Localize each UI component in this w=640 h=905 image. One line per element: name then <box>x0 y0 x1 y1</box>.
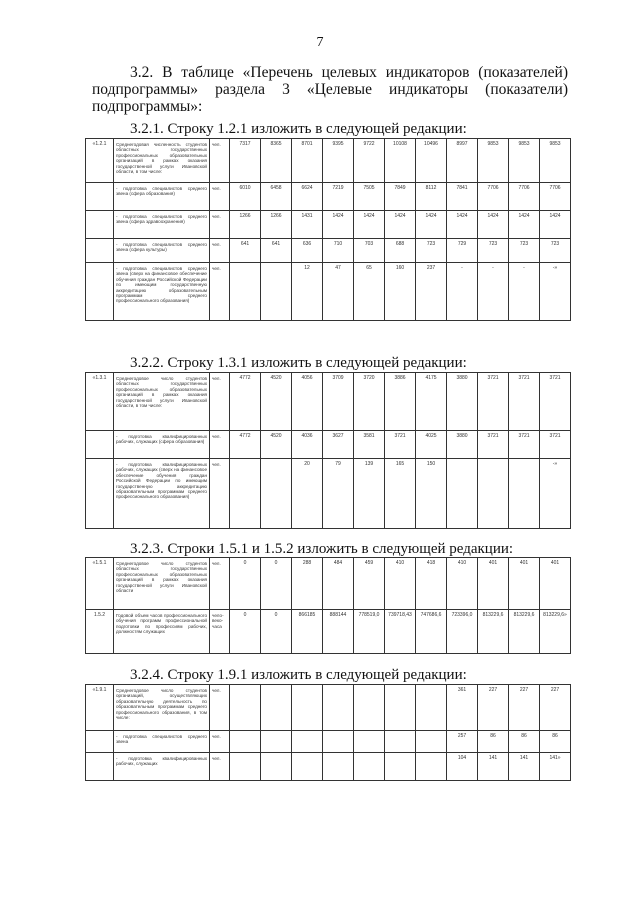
value-cell: - <box>478 263 509 321</box>
value-cell: 86 <box>540 731 571 753</box>
unit-cell: чел. <box>210 211 230 239</box>
row-code: 1.5.2 <box>86 610 114 654</box>
value-cell: 3721 <box>540 431 571 459</box>
table-row <box>86 239 571 263</box>
value-cell: 888144 <box>323 610 354 654</box>
value-cell: 401 <box>540 558 571 610</box>
indicator-table-1 <box>85 138 571 321</box>
value-cell: 9853 <box>509 139 540 183</box>
value-cell: 86 <box>509 731 540 753</box>
row-code: «1.2.1 <box>86 139 114 183</box>
value-cell: 4520 <box>261 373 292 431</box>
value-cell: 10496 <box>416 139 447 183</box>
value-cell <box>292 731 323 753</box>
indicator-name: - подготовка специалистов среднего звена (сфера образования) <box>114 183 210 211</box>
unit-cell: чел. <box>210 558 230 610</box>
value-cell <box>230 459 261 529</box>
indicator-name: - подготовка квалифицированных рабочих, служащих (сфера образования) <box>114 431 210 459</box>
value-cell <box>323 731 354 753</box>
value-cell: 3581 <box>354 431 385 459</box>
value-cell: 4025 <box>416 431 447 459</box>
value-cell: 739718,43 <box>385 610 416 654</box>
value-cell: 1424 <box>478 211 509 239</box>
unit-cell: чел. <box>210 431 230 459</box>
value-cell: 237 <box>416 263 447 321</box>
table-row <box>86 459 571 529</box>
row-code: «1.3.1 <box>86 373 114 431</box>
unit-cell: чел. <box>210 239 230 263</box>
indicator-table-2 <box>85 372 571 529</box>
value-cell <box>416 685 447 731</box>
value-cell: 7841 <box>447 183 478 211</box>
value-cell: 723 <box>540 239 571 263</box>
value-cell <box>385 685 416 731</box>
value-cell: 723 <box>478 239 509 263</box>
value-cell: 410 <box>385 558 416 610</box>
value-cell: 3721 <box>540 373 571 431</box>
indicator-name: Среднегодовая численность студентов областных государственных профессиональных образовательных организаций в рамках оказания государственной услуги Ивановской области, в том числе: <box>114 139 210 183</box>
value-cell <box>323 753 354 781</box>
value-cell: 484 <box>323 558 354 610</box>
value-cell: 1424 <box>540 211 571 239</box>
value-cell: 1424 <box>416 211 447 239</box>
value-cell: 813229,6 <box>509 610 540 654</box>
value-cell: 165 <box>385 459 416 529</box>
value-cell: 4056 <box>292 373 323 431</box>
value-cell <box>323 685 354 731</box>
value-cell <box>292 753 323 781</box>
value-cell <box>261 263 292 321</box>
table-row <box>86 263 571 321</box>
value-cell: 3721 <box>478 431 509 459</box>
table-row <box>86 558 571 610</box>
value-cell: 7505 <box>354 183 385 211</box>
value-cell: 227 <box>540 685 571 731</box>
value-cell: 401 <box>509 558 540 610</box>
indicator-name: - подготовка специалистов среднего звена (сфера культуры) <box>114 239 210 263</box>
table-row <box>86 731 571 753</box>
unit-cell: чел. <box>210 373 230 431</box>
row-code <box>86 431 114 459</box>
value-cell: 7317 <box>230 139 261 183</box>
value-cell: 1431 <box>292 211 323 239</box>
value-cell: 866185 <box>292 610 323 654</box>
value-cell <box>261 459 292 529</box>
value-cell: 1424 <box>323 211 354 239</box>
value-cell: 4175 <box>416 373 447 431</box>
value-cell <box>261 685 292 731</box>
row-code: «1.5.1 <box>86 558 114 610</box>
value-cell: 7706 <box>478 183 509 211</box>
value-cell: -» <box>540 263 571 321</box>
value-cell: 1424 <box>447 211 478 239</box>
value-cell: 3627 <box>323 431 354 459</box>
value-cell: 1266 <box>230 211 261 239</box>
indicator-name: Среднегодовое число студентов организаций, осуществляющих образовательную деятельность по образовательным программам среднего профессионального образования, в том числе: <box>114 685 210 731</box>
value-cell: 8997 <box>447 139 478 183</box>
value-cell <box>509 459 540 529</box>
value-cell <box>385 731 416 753</box>
value-cell: 141 <box>478 753 509 781</box>
indicator-name: - подготовка квалифицированных рабочих, служащих (сверх на финансовое обеспечение обучения граждан Российской Федерации по имеющим государственную аккредитацию образовательным программам среднего профессионального образования) <box>114 459 210 529</box>
value-cell: 12 <box>292 263 323 321</box>
value-cell: - <box>447 263 478 321</box>
value-cell: 1266 <box>261 211 292 239</box>
indicator-name: - подготовка специалистов среднего звена (сфера здравоохранения) <box>114 211 210 239</box>
indicator-name: Среднегодовое число студентов областных государственных профессиональных образовательных организаций в рамках оказания государственной услуги Ивановской области, в том числе: <box>114 373 210 431</box>
table-row <box>86 610 571 654</box>
value-cell: 0 <box>261 610 292 654</box>
row-code <box>86 731 114 753</box>
value-cell: 723 <box>416 239 447 263</box>
value-cell: 1424 <box>509 211 540 239</box>
section-heading-4: 3.2.4. Строку 1.9.1 изложить в следующей редакции: <box>130 667 467 683</box>
value-cell: 7219 <box>323 183 354 211</box>
value-cell: 7849 <box>385 183 416 211</box>
value-cell: 0 <box>230 610 261 654</box>
indicator-table-3 <box>85 557 571 654</box>
value-cell: 9722 <box>354 139 385 183</box>
page-number: 7 <box>316 35 324 50</box>
unit-cell: чел. <box>210 459 230 529</box>
value-cell: 3721 <box>509 373 540 431</box>
value-cell <box>385 753 416 781</box>
value-cell: 86 <box>478 731 509 753</box>
value-cell: 703 <box>354 239 385 263</box>
value-cell: 6458 <box>261 183 292 211</box>
value-cell: 401 <box>478 558 509 610</box>
row-code <box>86 211 114 239</box>
unit-cell: чело-веко-часа <box>210 610 230 654</box>
value-cell: 747686,6 <box>416 610 447 654</box>
value-cell: 3720 <box>354 373 385 431</box>
value-cell: 227 <box>478 685 509 731</box>
value-cell: 723396,0 <box>447 610 478 654</box>
value-cell: 20 <box>292 459 323 529</box>
row-code: «1.9.1 <box>86 685 114 731</box>
row-code <box>86 459 114 529</box>
value-cell <box>230 731 261 753</box>
value-cell: 257 <box>447 731 478 753</box>
value-cell: - <box>509 263 540 321</box>
value-cell: 636 <box>292 239 323 263</box>
value-cell: 4772 <box>230 373 261 431</box>
unit-cell: чел. <box>210 685 230 731</box>
value-cell: 710 <box>323 239 354 263</box>
value-cell: 7706 <box>509 183 540 211</box>
indicator-table-4 <box>85 684 571 781</box>
unit-cell: чел. <box>210 139 230 183</box>
value-cell: 1424 <box>354 211 385 239</box>
value-cell: 8112 <box>416 183 447 211</box>
value-cell: 9395 <box>323 139 354 183</box>
table-row <box>86 211 571 239</box>
table-row <box>86 753 571 781</box>
indicator-name: Среднегодовое число студентов областных государственных профессиональных образовательных организаций в рамках оказания государственной услуги Ивановской области <box>114 558 210 610</box>
value-cell: 9853 <box>478 139 509 183</box>
value-cell: 813229,6» <box>540 610 571 654</box>
value-cell: 723 <box>509 239 540 263</box>
section-heading-1: 3.2.1. Строку 1.2.1 изложить в следующей редакции: <box>130 121 467 137</box>
value-cell: 104 <box>447 753 478 781</box>
value-cell: 7706 <box>540 183 571 211</box>
indicator-name: - подготовка специалистов среднего звена (сверх на финансовое обеспечение обучения граждан Российской Федерации по имеющим государственную аккредитацию образовательным программам среднего профессионального образования) <box>114 263 210 321</box>
value-cell: 3721 <box>478 373 509 431</box>
value-cell: 141 <box>509 753 540 781</box>
value-cell: 8701 <box>292 139 323 183</box>
value-cell: 1424 <box>385 211 416 239</box>
unit-cell: чел. <box>210 183 230 211</box>
value-cell <box>354 753 385 781</box>
unit-cell: чел. <box>210 753 230 781</box>
intro-paragraph <box>92 64 568 115</box>
value-cell <box>478 459 509 529</box>
value-cell: 3880 <box>447 373 478 431</box>
table-row <box>86 139 571 183</box>
unit-cell: чел. <box>210 263 230 321</box>
row-code <box>86 753 114 781</box>
row-code <box>86 239 114 263</box>
value-cell: 47 <box>323 263 354 321</box>
value-cell <box>230 263 261 321</box>
indicator-name: - подготовка специалистов среднего звена <box>114 731 210 753</box>
table-row <box>86 373 571 431</box>
value-cell <box>230 753 261 781</box>
value-cell: 227 <box>509 685 540 731</box>
value-cell: 3721 <box>385 431 416 459</box>
value-cell: 4036 <box>292 431 323 459</box>
value-cell: 288 <box>292 558 323 610</box>
value-cell: -» <box>540 459 571 529</box>
value-cell: 813229,6 <box>478 610 509 654</box>
indicator-name: Годовой объем часов профессионального обучения программ профессиональной подготовки по профессиям рабочих, должностям служащих <box>114 610 210 654</box>
value-cell <box>354 731 385 753</box>
value-cell: 8365 <box>261 139 292 183</box>
section-heading-2: 3.2.2. Строку 1.3.1 изложить в следующей редакции: <box>130 355 467 371</box>
section-heading-3: 3.2.3. Строки 1.5.1 и 1.5.2 изложить в следующей редакции: <box>130 541 514 557</box>
value-cell: 641 <box>230 239 261 263</box>
value-cell: 3709 <box>323 373 354 431</box>
value-cell: 6010 <box>230 183 261 211</box>
indicator-name: - подготовка квалифицированных рабочих, служащих <box>114 753 210 781</box>
value-cell: 10108 <box>385 139 416 183</box>
value-cell: 410 <box>447 558 478 610</box>
table-row <box>86 431 571 459</box>
value-cell: 4772 <box>230 431 261 459</box>
table-row <box>86 685 571 731</box>
value-cell <box>292 685 323 731</box>
value-cell: 141» <box>540 753 571 781</box>
value-cell <box>354 685 385 731</box>
value-cell: 3880 <box>447 431 478 459</box>
value-cell: 150 <box>416 459 447 529</box>
value-cell: 778519,0 <box>354 610 385 654</box>
value-cell: 0 <box>261 558 292 610</box>
value-cell <box>447 459 478 529</box>
value-cell <box>416 753 447 781</box>
value-cell <box>416 731 447 753</box>
value-cell <box>230 685 261 731</box>
value-cell <box>261 731 292 753</box>
value-cell: 4520 <box>261 431 292 459</box>
value-cell: 79 <box>323 459 354 529</box>
value-cell: 160 <box>385 263 416 321</box>
value-cell <box>261 753 292 781</box>
table-row <box>86 183 571 211</box>
value-cell: 9853 <box>540 139 571 183</box>
value-cell: 0 <box>230 558 261 610</box>
value-cell: 139 <box>354 459 385 529</box>
row-code <box>86 183 114 211</box>
value-cell: 418 <box>416 558 447 610</box>
value-cell: 361 <box>447 685 478 731</box>
row-code <box>86 263 114 321</box>
value-cell: 641 <box>261 239 292 263</box>
value-cell: 3721 <box>509 431 540 459</box>
value-cell: 6624 <box>292 183 323 211</box>
value-cell: 65 <box>354 263 385 321</box>
value-cell: 688 <box>385 239 416 263</box>
value-cell: 729 <box>447 239 478 263</box>
intro-text: 3.2. В таблице «Перечень целевых индикаторов (показателей) подпрограммы» раздела 3 «Целевые индикаторы (показатели) подпрограммы»: <box>92 64 568 115</box>
unit-cell: чел. <box>210 731 230 753</box>
value-cell: 459 <box>354 558 385 610</box>
value-cell: 3886 <box>385 373 416 431</box>
